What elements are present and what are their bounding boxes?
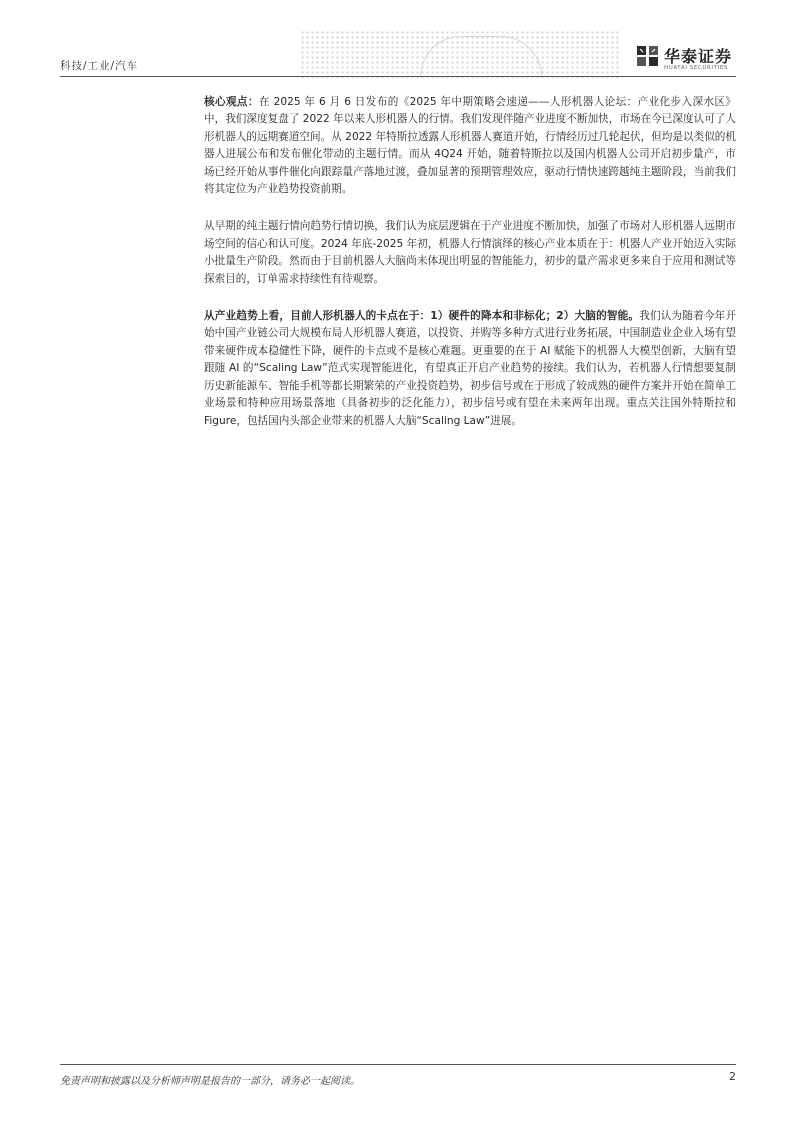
report-category: 科技/工业/汽车	[60, 60, 139, 72]
paragraph-text: 从早期的纯主题行情向趋势行情切换，我们认为底层逻辑在于产业进度不断加快，加强了市场对人形机器人远期市场空间的信心和认可度。2024 年底-2025 年初，机器人行情演绎的核心产业本质在于：机器人产业开始迈入实际小批量生产阶段。然而由于目前机器人大脑尚未体现出明显的智能能力，初步的量产需求更多来自于应用和测试等探索目的，订单需求持续性有待观察。	[204, 220, 736, 285]
page-number: 2	[729, 1070, 736, 1083]
header-arc-decoration	[420, 36, 542, 77]
paragraph-core-view	[204, 94, 736, 198]
logo-name-cn: 华泰证券	[664, 47, 733, 66]
paragraph-lead: 从产业趋势上看，目前人形机器人的卡点在于：1）硬件的降本和非标化；2）大脑的智能。	[204, 310, 640, 323]
company-logo	[636, 44, 740, 76]
paragraph-lead: 核心观点：	[204, 96, 259, 108]
page-header	[0, 0, 794, 80]
header-divider	[60, 76, 736, 77]
huatai-logo-icon	[636, 44, 660, 68]
paragraph-trend-shift	[204, 218, 736, 288]
footer-divider	[60, 1064, 736, 1065]
paragraph-bottlenecks	[204, 308, 736, 430]
footer-disclaimer: 免责声明和披露以及分析师声明是报告的一部分，请务必一起阅读。	[60, 1076, 360, 1087]
logo-name-en: HUATAI SECURITIES	[664, 65, 728, 71]
paragraph-text: 我们认为随着今年开始中国产业链公司大规模布局人形机器人赛道，以投资、并购等多种方式进行业务拓展，中国制造业企业入场有望带来硬件成本稳健性下降，硬件的卡点或不是核心难题。更重要的在于 AI 赋能下的机器人大模型创新，大脑有望跟随 AI 的“Scaling Law”范式实现智能进化，有望真正开启产业趋势的接续。我们认为，若机器人行情想要复制历史新能源车、智能手机等都长期繁荣的产业投资趋势，初步信号或在于形成了较成熟的硬件方案并开始在简单工业场景和特种应用场景落地（具备初步的泛化能力），初步信号或有望在未来两年出现。重点关注国外特斯拉和 Figure，包括国内头部企业带来的机器人大脑“Scaling Law”进展。	[204, 310, 736, 427]
report-body	[204, 94, 736, 450]
paragraph-text: 在 2025 年 6 月 6 日发布的《2025 年中期策略会速递——人形机器人论坛：产业化步入深水区》中，我们深度复盘了 2022 年以来人形机器人的行情。我们发现伴随产业进度不断加快，市场在今已深度认可了人形机器人的远期赛道空间。从 2022 年特斯拉透露人形机器人赛道开始，行情经历过几轮起伏，但均是以类似的机器人进展公布和发布催化带动的主题行情。而从 4Q24 开始，随着特斯拉以及国内机器人公司开启初步量产，市场已经开始从事件催化向跟踪量产落地过渡，叠加显著的预期管理效应，驱动行情快速跨越纯主题阶段，当前我们将其定位为产业趋势投资前期。	[204, 96, 736, 196]
